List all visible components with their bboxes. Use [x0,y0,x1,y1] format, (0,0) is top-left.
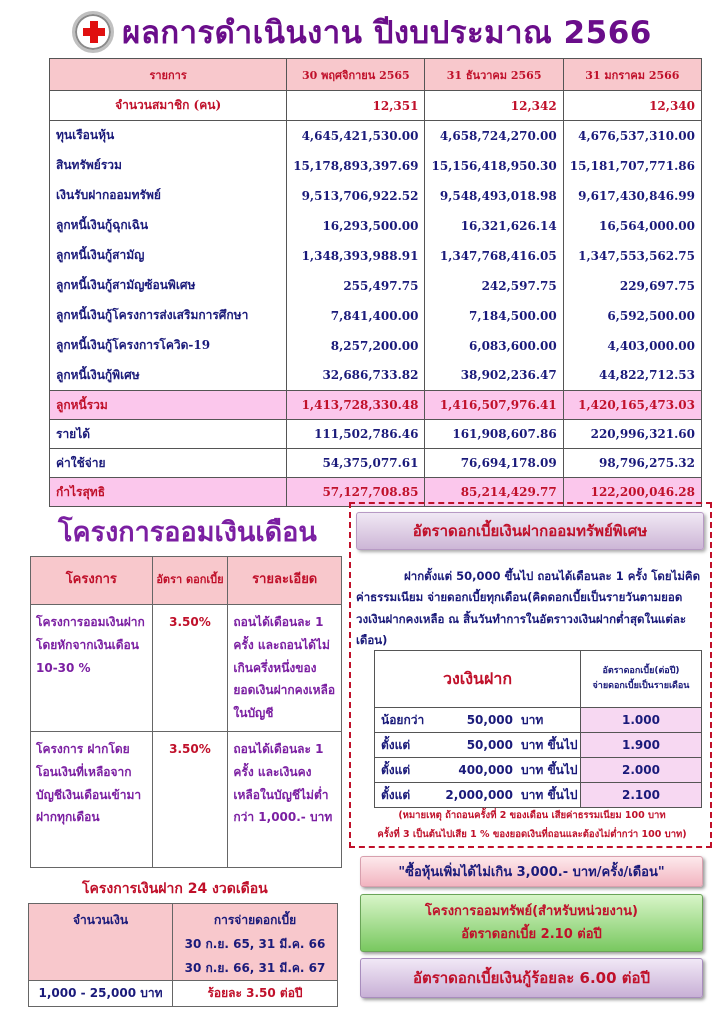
table-header-row [29,904,338,981]
column-header-rate: อัตรา ดอกเบี้ย [152,557,228,605]
tier-suffix: บาท [521,712,544,727]
table-header-row [50,59,702,91]
tier-band [375,783,581,808]
table-row [375,708,702,733]
table-row [375,758,702,783]
salary-savings-title: โครงการออมเงินเดือน [58,517,317,548]
cell-value: 1,416,507,976.41 [425,391,563,420]
table-row [50,151,702,181]
project-detail: ถอนได้เดือนละ 1 ครั้ง และถอนได้ไม่เกินครึ่งหนึ่งของยอดเงินฝากคงเหลือในบัญชี [228,605,342,732]
table-row [375,733,702,758]
cell-value: 229,697.75 [563,271,701,301]
table-header-row [375,651,702,708]
row-label: ลูกหนี้เงินกู้สามัญ [50,241,287,271]
deposit-24-title: โครงการเงินฝาก 24 งวดเดือน [82,881,268,897]
cell-value: 15,156,418,950.30 [425,151,563,181]
project-name: โครงการออมเงินฝากโดยหักจากเงินเดือน 10-30 % [31,605,153,732]
payment-header: การจ่ายดอกเบี้ย [213,913,297,927]
cell-value: 16,564,000.00 [563,211,701,241]
row-label: สินทรัพย์รวม [50,151,287,181]
share-purchase-banner: "ซื้อหุ้นเพิ่มได้ไม่เกิน 3,000.- บาท/ครั้ง/เดือน" [360,856,703,887]
page-header [0,8,724,56]
expense-row [50,449,702,478]
row-label: ลูกหนี้เงินกู้ฉุกเฉิน [50,211,287,241]
cell-value: 12,351 [287,91,425,121]
tier-rate: 2.100 [581,783,702,808]
loan-rate-banner: อัตราดอกเบี้ยเงินกู้ร้อยละ 6.00 ต่อปี [360,958,703,998]
row-label: ลูกหนี้เงินกู้พิเศษ [50,361,287,391]
fee-note [354,806,710,844]
tier-suffix: บาท ขึ้นไป [521,787,578,802]
table-header-row [31,557,342,605]
payment-date-line: 30 ก.ย. 65, 31 มี.ค. 66 [184,937,326,951]
column-header-detail: รายละเอียด [228,557,342,605]
cell-value: 57,127,708.85 [287,478,425,507]
salary-savings-table [30,556,342,868]
members-row [50,91,702,121]
row-label: ลูกหนี้เงินกู้โครงการส่งเสริมการศึกษา [50,301,287,331]
cell-value: 76,694,178.09 [425,449,563,478]
cell-value: 4,676,537,310.00 [563,121,701,151]
cell-value: 32,686,733.82 [287,361,425,391]
cell-value: 4,645,421,530.00 [287,121,425,151]
cell-value: 1,347,768,416.05 [425,241,563,271]
unit-savings-title: โครงการออมทรัพย์(สำหรับหน่วยงาน) [425,903,638,919]
tier-suffix: บาท ขึ้นไป [521,737,578,752]
performance-table [49,58,702,507]
cell-value: 9,548,493,018.98 [425,181,563,211]
cell-value: 85,214,429.77 [425,478,563,507]
table-row [375,783,702,808]
row-label: จำนวนสมาชิก (คน) [50,91,287,121]
deposit-amount: 1,000 - 25,000 บาท [29,981,173,1007]
fee-note-line: (หมายเหตุ ถ้าถอนครั้งที่ 2 ของเดือน เสียค่าธรรมเนียม 100 บาท [398,810,666,821]
column-header-rate [581,651,702,708]
row-label: ลูกหนี้รวม [50,391,287,420]
column-header-nov: 30 พฤศจิกายน 2565 [287,59,425,91]
tier-rate: 2.000 [581,758,702,783]
tier-amount: 50,000 [466,737,513,752]
cell-value: 15,181,707,771.86 [563,151,701,181]
row-label: ลูกหนี้เงินกู้โครงการโควิด-19 [50,331,287,361]
row-label: ค่าใช้จ่าย [50,449,287,478]
table-row [50,241,702,271]
cell-value: 1,347,553,562.75 [563,241,701,271]
tier-band [375,733,581,758]
cell-value: 9,617,430,846.99 [563,181,701,211]
cell-value: 12,340 [563,91,701,121]
cell-value: 111,502,786.46 [287,420,425,449]
project-name: โครงการ ฝากโดยโอนเงินที่เหลือจากบัญชีเงินเดือนเข้ามาฝากทุกเดือน [31,731,153,867]
cell-value: 7,841,400.00 [287,301,425,331]
table-row [29,981,338,1007]
table-row [50,181,702,211]
tier-amount: 50,000 [466,712,513,727]
tier-suffix: บาท ขึ้นไป [521,762,578,777]
table-row [50,301,702,331]
column-header-project: โครงการ [31,557,153,605]
tier-rate: 1.900 [581,733,702,758]
row-label: กำไรสุทธิ [50,478,287,507]
table-row [50,331,702,361]
table-row [50,121,702,151]
rate-header-line: จ่ายดอกเบี้ยเป็นรายเดือน [592,681,690,691]
tier-prefix: ตั้งแต่ [381,737,411,752]
project-detail: ถอนได้เดือนละ 1 ครั้ง และเงินคงเหลือในบัญชีไม่ต่ำกว่า 1,000.- บาท [228,731,342,867]
tier-prefix: ตั้งแต่ [381,787,411,802]
row-label: เงินรับฝากออมทรัพย์ [50,181,287,211]
fee-note-line: ครั้งที่ 3 เป็นต้นไปเสีย 1 % ของยอดเงินที่ถอนและต้องไม่ต่ำกว่า 100 บาท) [377,829,687,840]
cell-value: 1,413,728,330.48 [287,391,425,420]
column-header-payment [173,904,338,981]
cell-value: 15,178,893,397.69 [287,151,425,181]
column-header-amount: จำนวนเงิน [29,904,173,981]
cell-value: 54,375,077.61 [287,449,425,478]
income-row [50,420,702,449]
table-row [50,211,702,241]
table-row [31,605,342,732]
row-label: ทุนเรือนหุ้น [50,121,287,151]
column-header-jan: 31 มกราคม 2566 [563,59,701,91]
tier-rate: 1.000 [581,708,702,733]
tier-band [375,708,581,733]
cell-value: 4,658,724,270.00 [425,121,563,151]
column-header-dec: 31 ธันวาคม 2565 [425,59,563,91]
unit-savings-banner [360,894,703,952]
total-debtors-row [50,391,702,420]
cell-value: 44,822,712.53 [563,361,701,391]
deposit-rate: ร้อยละ 3.50 ต่อปี [173,981,338,1007]
cell-value: 220,996,321.60 [563,420,701,449]
cell-value: 16,293,500.00 [287,211,425,241]
cell-value: 1,348,393,988.91 [287,241,425,271]
tier-amount: 400,000 [458,762,513,777]
column-header-band: วงเงินฝาก [375,651,581,708]
cell-value: 122,200,046.28 [563,478,701,507]
cell-value: 38,902,236.47 [425,361,563,391]
project-rate: 3.50% [152,731,228,867]
cell-value: 255,497.75 [287,271,425,301]
cell-value: 16,321,626.14 [425,211,563,241]
cell-value: 9,513,706,922.52 [287,181,425,211]
tier-amount: 2,000,000 [445,787,513,802]
project-rate: 3.50% [152,605,228,732]
tier-band [375,758,581,783]
unit-savings-rate: อัตราดอกเบี้ย 2.10 ต่อปี [461,927,602,942]
cell-value: 12,342 [425,91,563,121]
table-row [31,731,342,867]
row-label: รายได้ [50,420,287,449]
deposit-24-table [28,903,338,1007]
table-row [50,271,702,301]
tier-prefix: น้อยกว่า [381,712,425,727]
cell-value: 242,597.75 [425,271,563,301]
special-savings-title: อัตราดอกเบี้ยเงินฝากออมทรัพย์พิเศษ [356,512,704,550]
tier-prefix: ตั้งแต่ [381,762,411,777]
row-label: ลูกหนี้เงินกู้สามัญซ้อนพิเศษ [50,271,287,301]
red-cross-logo-icon [72,11,114,53]
cell-value: 4,403,000.00 [563,331,701,361]
cell-value: 6,083,600.00 [425,331,563,361]
cell-value: 6,592,500.00 [563,301,701,331]
cell-value: 98,796,275.32 [563,449,701,478]
cell-value: 8,257,200.00 [287,331,425,361]
payment-date-line: 30 ก.ย. 66, 31 มี.ค. 67 [184,961,326,975]
column-header-item: รายการ [50,59,287,91]
special-savings-description: ฝากตั้งแต่ 50,000 ขึ้นไป ถอนได้เดือนละ 1 ครั้ง โดยไม่คิดค่าธรรมเนียม จ่ายดอกเบี้ยทุกเดือน(คิดดอกเบี้ยเป็นรายวันตามยอดวงเงินฝากคงเหลือ ณ สิ้นวันทำการในอัตราวงเงินฝากต่ำสุดในแต่ละเดือน) [356,569,701,647]
cell-value: 1,420,165,473.03 [563,391,701,420]
page-title: ผลการดำเนินงาน ปีงบประมาณ 2566 [122,15,652,51]
special-rate-table [374,650,702,808]
table-row [50,361,702,391]
rate-header-line: อัตราดอกเบี้ย(ต่อปี) [602,665,680,676]
cell-value: 161,908,607.86 [425,420,563,449]
cell-value: 7,184,500.00 [425,301,563,331]
